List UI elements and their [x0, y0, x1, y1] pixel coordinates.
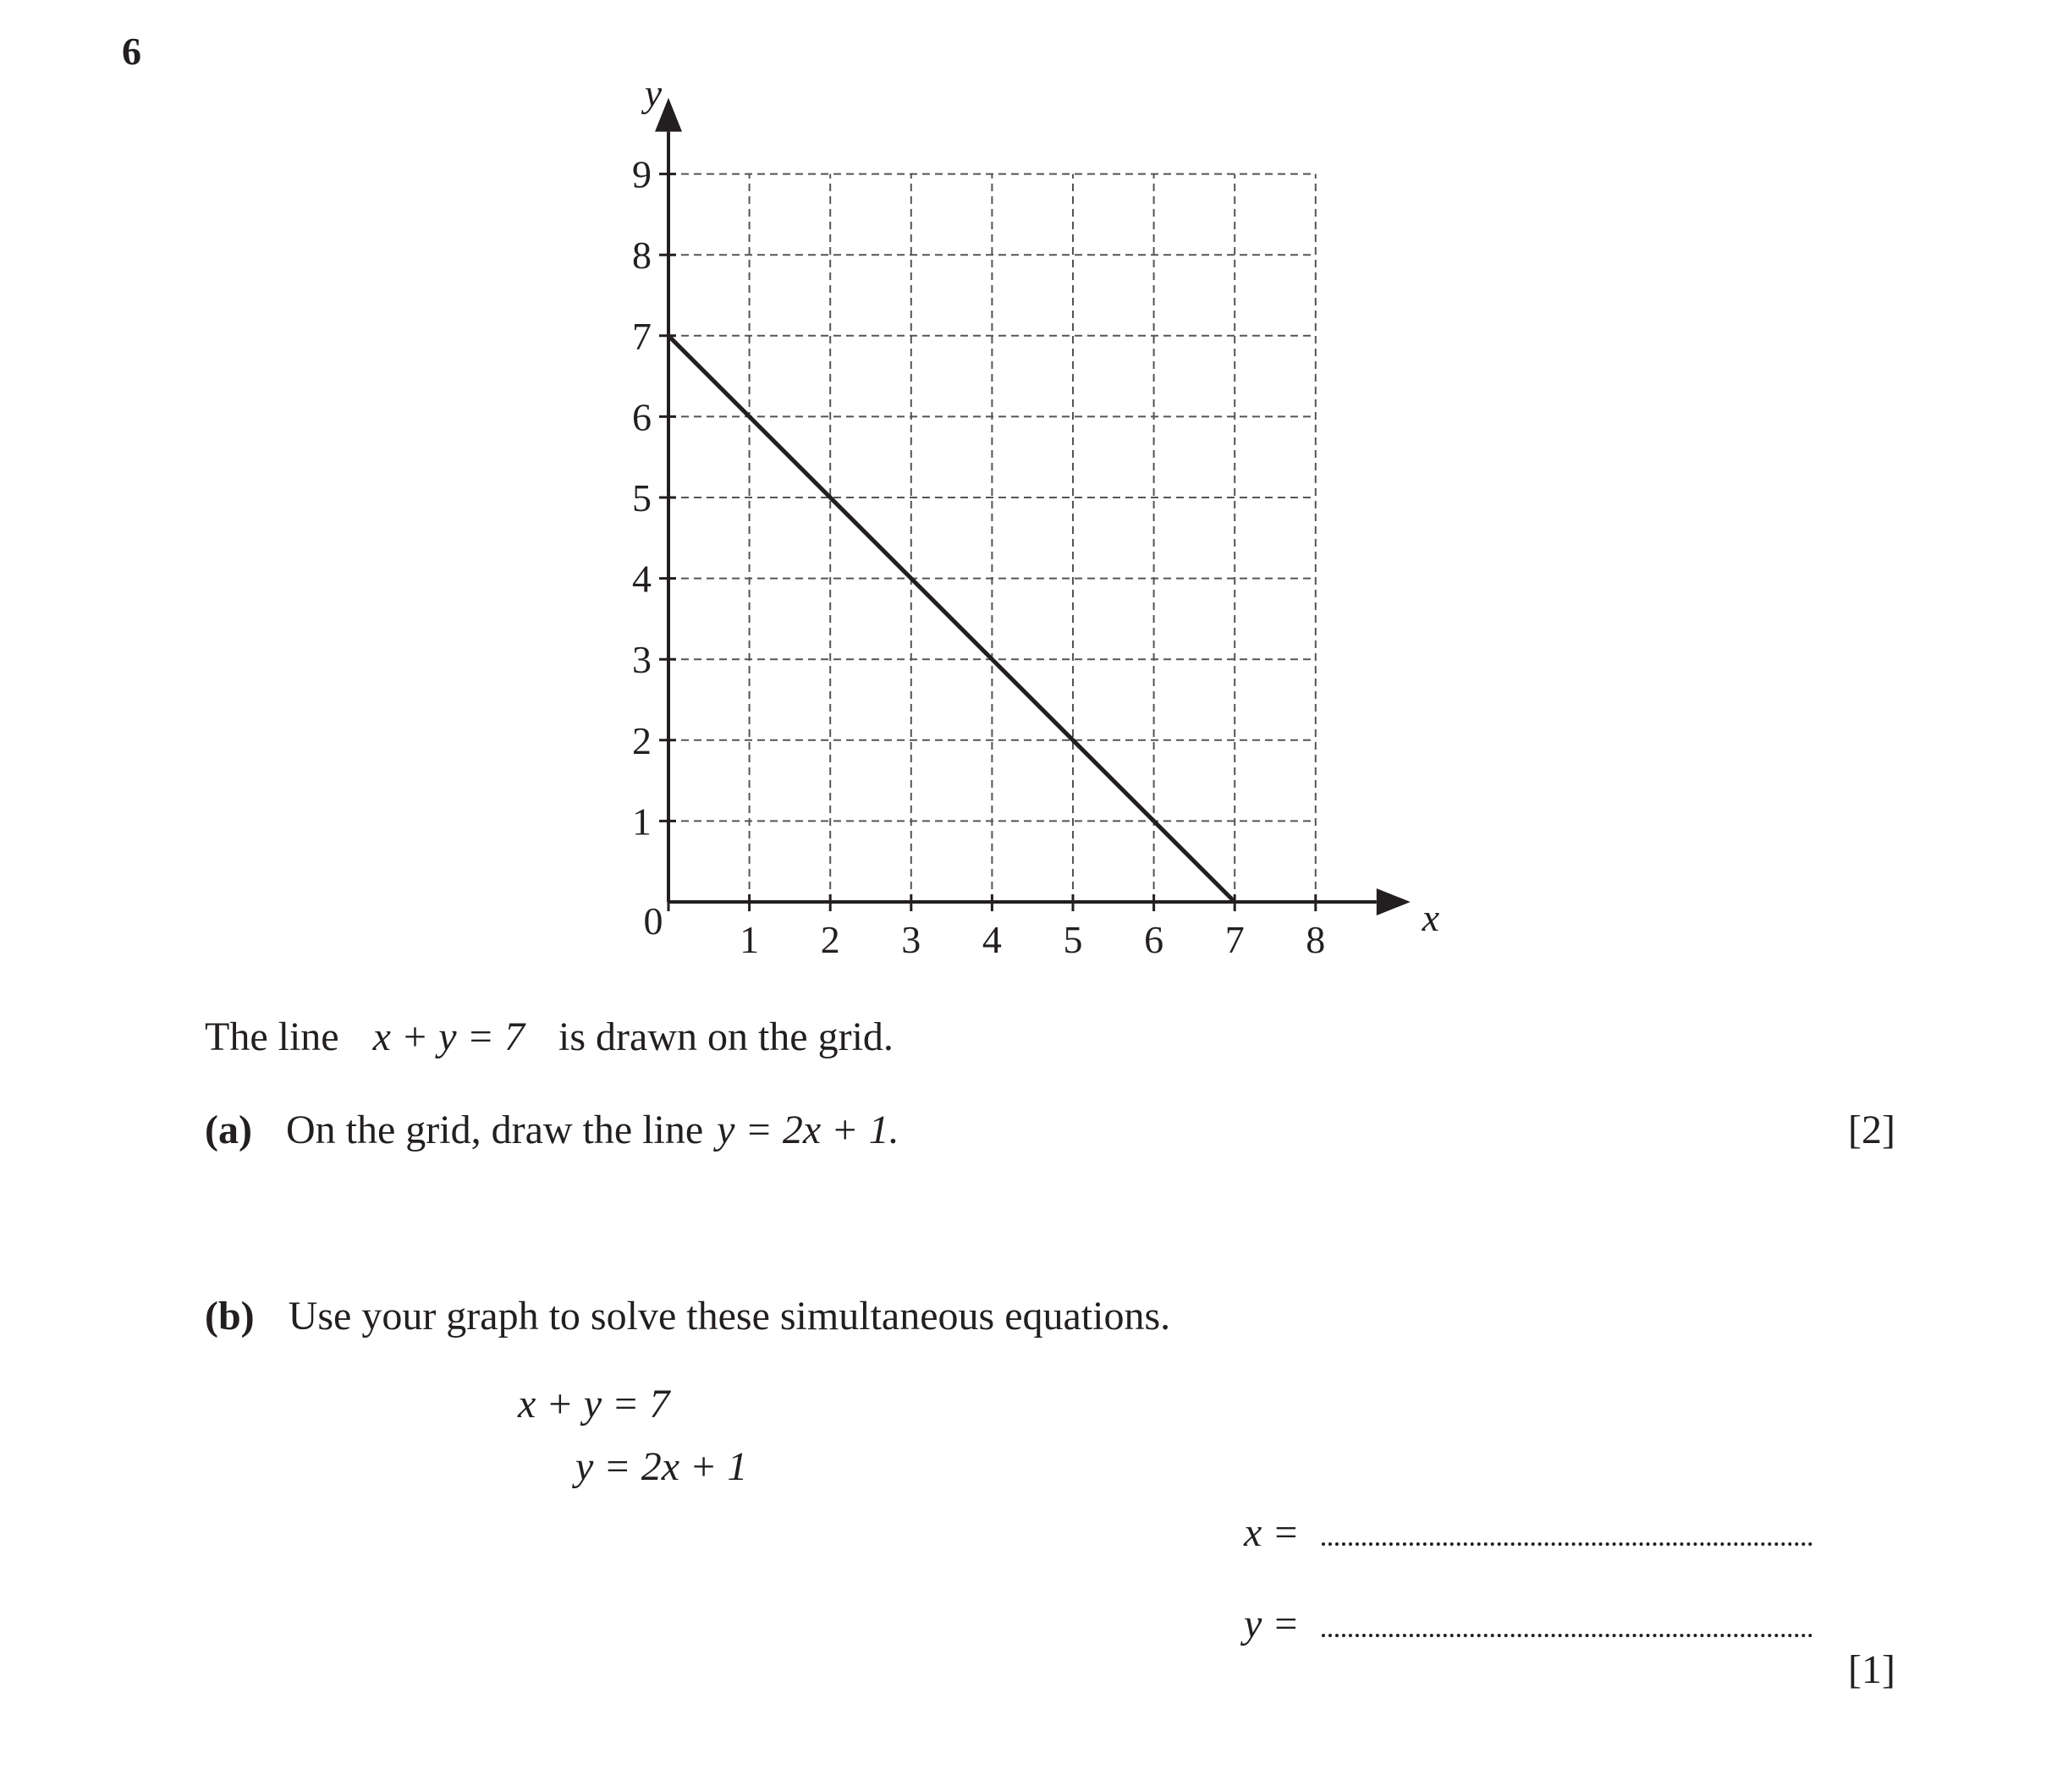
y-tick-label: 9: [632, 152, 652, 196]
answer-x-label: x =: [1244, 1510, 1300, 1555]
grid-lines: [668, 174, 1316, 902]
x-axis-label: x: [1422, 896, 1440, 939]
y-tick-label: 7: [632, 314, 652, 358]
part-a-equation: y = 2x + 1.: [717, 1108, 899, 1152]
y-tick-label: 5: [632, 476, 652, 519]
answer-x-row: [1244, 1509, 1812, 1556]
x-tick-label: 7: [1224, 918, 1245, 961]
intro-equation: x + y = 7: [372, 1014, 525, 1059]
y-tick-label: 4: [632, 557, 652, 601]
plotted-lines: [668, 336, 1235, 902]
answer-x-field[interactable]: [1322, 1541, 1812, 1546]
question-number: 6: [122, 30, 141, 73]
intro-after: is drawn on the grid.: [558, 1014, 894, 1059]
part-b-text: Use your graph to solve these simultaneous equations.: [288, 1294, 1171, 1339]
equation-1: x + y = 7: [518, 1382, 670, 1426]
part-a-text: On the grid, draw the line: [285, 1108, 704, 1152]
answer-y-field[interactable]: [1322, 1632, 1812, 1637]
equation-2: y = 2x + 1: [575, 1444, 748, 1489]
part-a-marks: [2]: [1848, 1108, 1895, 1152]
part-a-label: (a): [205, 1108, 252, 1152]
y-tick-label: 2: [632, 718, 652, 762]
axes: [655, 98, 1411, 915]
x-axis-arrowhead: [1377, 888, 1411, 915]
x-tick-label: 2: [820, 918, 840, 961]
part-b-marks: [1]: [1848, 1647, 1895, 1692]
tick-labels: [632, 72, 1440, 961]
origin-label: 0: [643, 899, 663, 943]
answer-y-label: y =: [1244, 1602, 1300, 1646]
x-tick-label: 5: [1063, 918, 1083, 961]
x-tick-label: 6: [1144, 918, 1164, 961]
part-b-label: (b): [205, 1294, 255, 1339]
x-tick-label: 1: [740, 918, 760, 961]
part-a: [205, 1107, 899, 1153]
y-tick-label: 8: [632, 234, 652, 278]
y-tick-label: 3: [632, 638, 652, 682]
line-x-plus-y-equals-7: [668, 336, 1235, 902]
y-tick-label: 6: [632, 395, 652, 439]
y-tick-label: 1: [632, 800, 652, 844]
intro-line: [205, 1014, 894, 1060]
y-axis-label: y: [644, 71, 663, 115]
answer-y-row: [1244, 1601, 1812, 1647]
intro-before: The line: [205, 1014, 339, 1059]
x-tick-label: 8: [1306, 918, 1326, 961]
part-b: [205, 1293, 1170, 1339]
x-tick-label: 3: [901, 918, 921, 961]
tick-marks: [659, 174, 1316, 911]
x-tick-label: 4: [982, 918, 1002, 961]
